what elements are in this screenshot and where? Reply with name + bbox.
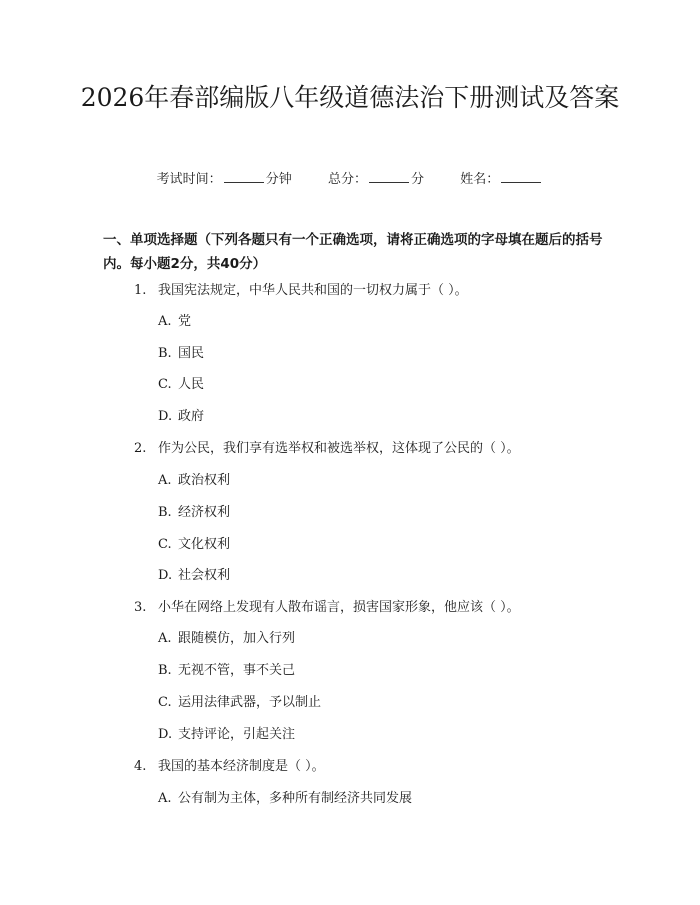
option-letter: A. [158,791,172,806]
option-text: 政府 [178,409,205,424]
section-title: 一、单项选择题（下列各题只有一个正确选项，请将正确选项的字母填在题后的括号内。每小题2分，共40分） [103,232,603,272]
question-number: 2. [134,441,147,456]
question-text: 我国的基本经济制度是（ ）。 [158,759,325,774]
option-text: 文化权利 [178,537,231,552]
q2-option-a [158,472,230,490]
question-1 [134,282,468,300]
q3-option-c [158,694,321,712]
option-letter: A. [158,314,172,329]
question-3 [134,599,520,617]
option-text: 运用法律武器，予以制止 [178,695,322,710]
score-unit: 分 [411,172,425,187]
option-text: 公有制为主体，多种所有制经济共同发展 [178,791,413,806]
q1-option-b [158,345,204,363]
option-letter: B. [158,346,172,361]
time-label: 考试时间： [156,172,222,187]
option-text: 人民 [178,377,205,392]
q2-option-d [158,567,230,585]
option-letter: B. [158,663,172,678]
option-text: 经济权利 [178,505,231,520]
name-blank [501,170,541,183]
q2-option-c [158,536,230,554]
option-letter: B. [158,505,172,520]
time-blank [224,170,264,183]
question-text: 小华在网络上发现有人散布谣言，损害国家形象，他应该（ ）。 [158,600,520,615]
exam-info-line [0,170,700,189]
option-letter: A. [158,473,172,488]
option-letter: D. [158,409,173,424]
q4-option-a [158,790,412,808]
option-text: 无视不管，事不关己 [178,663,296,678]
question-number: 1. [134,283,147,298]
option-letter: C. [158,537,172,552]
name-label: 姓名： [460,172,500,187]
option-letter: D. [158,727,173,742]
question-number: 4. [134,759,147,774]
option-text: 支持评论，引起关注 [178,727,296,742]
score-blank [369,170,409,183]
option-letter: A. [158,631,172,646]
q1-option-d [158,408,204,426]
question-2 [134,440,520,458]
option-letter: C. [158,377,172,392]
time-unit: 分钟 [265,172,292,187]
question-number: 3. [134,600,147,615]
option-text: 社会权利 [178,568,231,583]
document-title: 2026年春部编版八年级道德法治下册测试及答案 [80,83,620,112]
q2-option-b [158,504,230,522]
option-text: 政治权利 [178,473,231,488]
q3-option-b [158,662,295,680]
score-label: 总分： [327,172,367,187]
question-4 [134,758,325,776]
option-text: 国民 [178,346,205,361]
option-letter: D. [158,568,173,583]
question-text: 作为公民，我们享有选举权和被选举权，这体现了公民的（ ）。 [158,441,520,456]
q1-option-a [158,313,191,331]
q1-option-c [158,376,204,394]
q3-option-a [158,630,295,648]
option-letter: C. [158,695,172,710]
option-text: 跟随模仿，加入行列 [178,631,296,646]
option-text: 党 [178,314,192,329]
q3-option-d [158,726,295,744]
question-text: 我国宪法规定，中华人民共和国的一切权力属于（ ）。 [158,283,468,298]
